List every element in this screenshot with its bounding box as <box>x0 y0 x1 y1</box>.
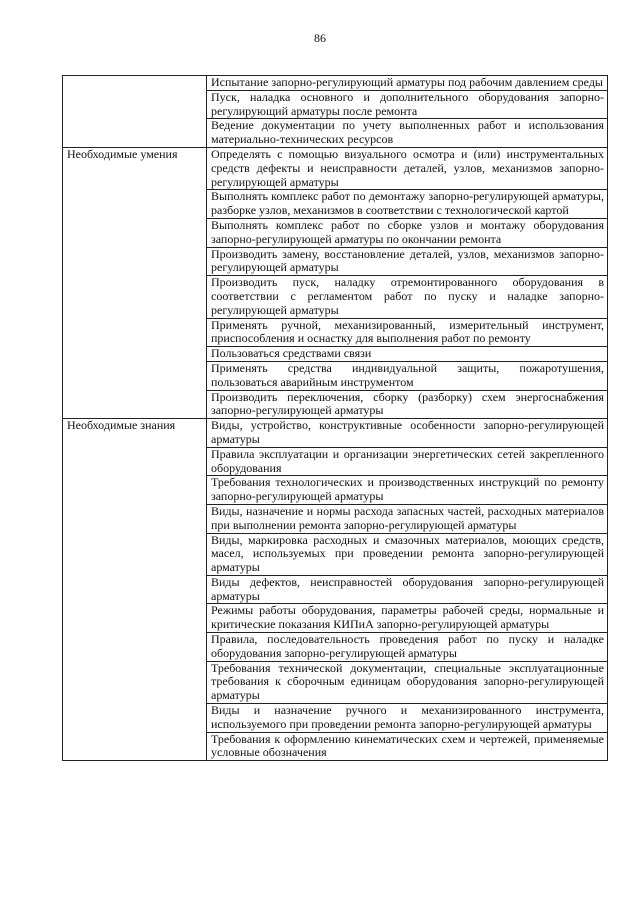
competency-table <box>62 75 608 761</box>
continuation-item: Пуск, наладка основного и дополнительного оборудования запорно-регулирующий арматуры после ремонта <box>207 90 608 119</box>
knowledge-item: Правила эксплуатации и организации энергетических сетей закрепленного оборудования <box>207 447 608 476</box>
skills-item: Применять ручной, механизированный, измерительный инструмент, приспособления и оснастку для выполнения работ по ремонту <box>207 318 608 347</box>
table-body <box>63 76 608 761</box>
skills-item: Производить замену, восстановление деталей, узлов, механизмов запорно-регулирующей арматуры <box>207 247 608 276</box>
continuation-item: Ведение документации по учету выполненных работ и использования материально-технических ресурсов <box>207 119 608 148</box>
knowledge-item: Виды, назначение и нормы расхода запасных частей, расходных материалов при выполнении ремонта запорно-регулирующей арматуры <box>207 504 608 533</box>
knowledge-item: Требования технологических и производственных инструкций по ремонту запорно-регулирующей арматуры <box>207 476 608 505</box>
skills-item: Применять средства индивидуальной защиты, пожаротушения, пользоваться аварийным инструментом <box>207 361 608 390</box>
continuation-row <box>63 76 608 91</box>
knowledge-label: Необходимые знания <box>63 419 207 761</box>
skills-label: Необходимые умения <box>63 147 207 418</box>
knowledge-item: Виды, маркировка расходных и смазочных материалов, моющих средств, масел, используемых при проведении ремонта запорно-регулирующей арматуры <box>207 533 608 575</box>
skills-item: Выполнять комплекс работ по сборке узлов и монтажу оборудования запорно-регулирующей арматуры по окончании ремонта <box>207 218 608 247</box>
skills-item: Производить переключения, сборку (разборку) схем энергоснабжения запорно-регулирующей арматуры <box>207 390 608 419</box>
knowledge-item: Виды и назначение ручного и механизированного инструмента, используемого при проведении ремонта запорно-регулирующей арматуры <box>207 704 608 733</box>
continuation-label <box>63 76 207 148</box>
knowledge-item: Виды, устройство, конструктивные особенности запорно-регулирующей арматуры <box>207 419 608 448</box>
continuation-item: Испытание запорно-регулирующий арматуры под рабочим давлением среды <box>207 76 608 91</box>
knowledge-item: Правила, последовательность проведения работ по пуску и наладке оборудования запорно-регулирующей арматуры <box>207 633 608 662</box>
page-number: 86 <box>314 31 326 45</box>
skills-item: Выполнять комплекс работ по демонтажу запорно-регулирующей арматуры, разборке узлов, механизмов в соответствии с технологической картой <box>207 190 608 219</box>
knowledge-item: Требования технической документации, специальные эксплуатационные требования к сборочным единицам оборудования запорно-регулирующей арматуры <box>207 661 608 703</box>
knowledge-item: Режимы работы оборудования, параметры рабочей среды, нормальные и критические показания КИПиА запорно-регулирующей арматуры <box>207 604 608 633</box>
knowledge-row <box>63 419 608 448</box>
knowledge-item: Виды дефектов, неисправностей оборудования запорно-регулирующей арматуры <box>207 575 608 604</box>
skills-row <box>63 147 608 189</box>
skills-item: Определять с помощью визуального осмотра и (или) инструментальных средств дефекты и неисправности деталей, узлов, механизмов запорно-регулирующей арматуры <box>207 147 608 189</box>
knowledge-item: Требования к оформлению кинематических схем и чертежей, применяемые условные обозначения <box>207 732 608 761</box>
skills-item: Пользоваться средствами связи <box>207 347 608 362</box>
skills-item: Производить пуск, наладку отремонтированного оборудования в соответствии с регламентом работ по пуску и наладке запорно-регулирующей арматуры <box>207 276 608 318</box>
